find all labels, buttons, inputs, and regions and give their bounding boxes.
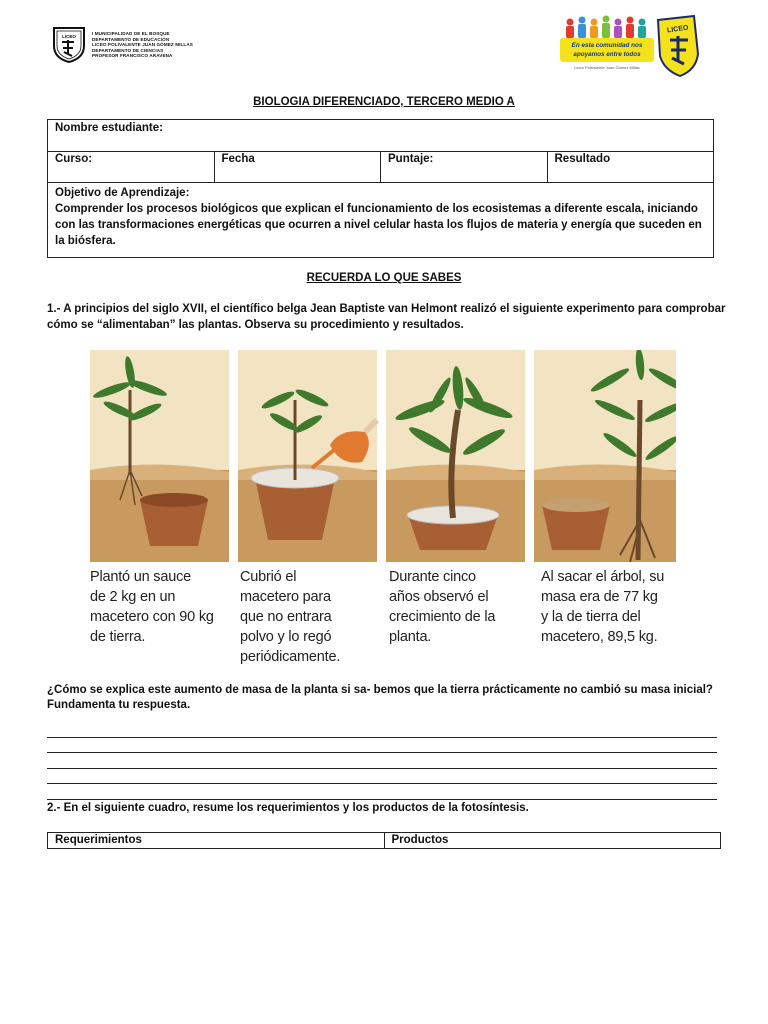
date-cell[interactable] [215, 152, 382, 182]
score-label: Puntaje: [388, 153, 434, 165]
panel-3-growth [386, 350, 525, 562]
caption-panel-2: Cubrió el macetero para que no entrara polvo y lo regó periódicamente. [240, 569, 341, 665]
panel-2-watering [238, 350, 377, 562]
institution-header [52, 26, 193, 64]
course-label: Curso: [55, 153, 93, 165]
student-name-label: Nombre estudiante: [55, 122, 163, 134]
student-fields-row [48, 152, 713, 183]
answer-line[interactable] [47, 722, 717, 738]
question-1-text: 1.- A principios del siglo XVII, el científico belga Jean Baptiste van Helmont realizó el siguiente experimento para comprobar cómo se “alimentaban” las plantas. Observa su procedimiento y resultados. [47, 303, 726, 331]
objective-label: Objetivo de Aprendizaje: [55, 187, 190, 199]
institution-line: DEPARTAMENTO DE CIENCIAS [92, 47, 164, 53]
institution-line: DEPARTAMENTO DE EDUCACIÓN [92, 36, 170, 42]
institution-lines [92, 31, 193, 58]
section-heading: RECUERDA LO QUE SABES [306, 272, 462, 284]
people-figures-icon [566, 16, 646, 39]
result-cell[interactable] [548, 152, 714, 182]
student-info-table [47, 119, 714, 258]
student-name-cell[interactable] [48, 120, 713, 152]
objective-text: Comprender los procesos biológicos que explican el funcionamiento de los ecosistemas a diferente escala, iniciando con las transformaciones energéticas que ocurren a nivel celular hasta los flujos de materia y energía que suceden en la biósfera. [55, 203, 702, 247]
caption-panel-1: Plantó un sauce de 2 kg en un macetero con 90 kg de tierra. [90, 569, 214, 645]
photosynthesis-summary-table [47, 832, 721, 849]
panel-4-result [534, 350, 676, 562]
answer-line[interactable] [47, 738, 717, 754]
products-header: Productos [391, 834, 449, 846]
date-label: Fecha [221, 153, 255, 165]
question-2-text: 2.- En el siguiente cuadro, resume los requerimientos y los productos de la fotosíntesis. [47, 802, 529, 814]
logo-subtext: Liceo Polivalente Juan Gómez Millas [574, 65, 640, 70]
caption-panel-4: Al sacar el árbol, su masa era de 77 kg y la de tierra del macetero, 89,5 kg. [541, 569, 665, 645]
question-1-prompt: ¿Cómo se explica este aumento de masa de la planta si sa- bemos que la tierra prácticamente no cambió su masa inicial? Fundamenta tu respuesta. [47, 684, 713, 711]
requirements-header: Requerimientos [48, 833, 385, 848]
logo-tagline-line2: apoyamos entre todos [573, 51, 641, 58]
course-cell[interactable] [48, 152, 215, 182]
institution-line: PROFESOR FRANCISCO ARAVENA [92, 53, 173, 59]
answer-lines[interactable] [47, 722, 717, 800]
institution-line: I MUNICIPALIDAD DE EL BOSQUE [92, 31, 170, 37]
learning-objective-cell [48, 183, 713, 257]
shield-label: LICEO [666, 24, 689, 35]
institution-line: LICEO POLIVALENTE JUAN GÓMEZ MILLAS [92, 42, 193, 48]
document-title: BIOLOGIA DIFERENCIADO, TERCERO MEDIO A [253, 96, 515, 108]
answer-line[interactable] [47, 784, 717, 800]
logo-tagline-line1: En esta comunidad nos [571, 42, 643, 49]
caption-panel-3: Durante cinco años observó el crecimiento de la planta. [389, 569, 496, 645]
answer-line[interactable] [47, 753, 717, 769]
community-logo [556, 14, 702, 80]
answer-line[interactable] [47, 769, 717, 785]
result-label: Resultado [554, 153, 611, 165]
score-cell[interactable] [381, 152, 548, 182]
shield-label: LICEO [62, 34, 76, 39]
liceo-shield-icon [658, 16, 698, 76]
panel-1-planting [90, 350, 229, 562]
experiment-illustration [90, 350, 676, 562]
school-shield-icon [52, 26, 86, 64]
